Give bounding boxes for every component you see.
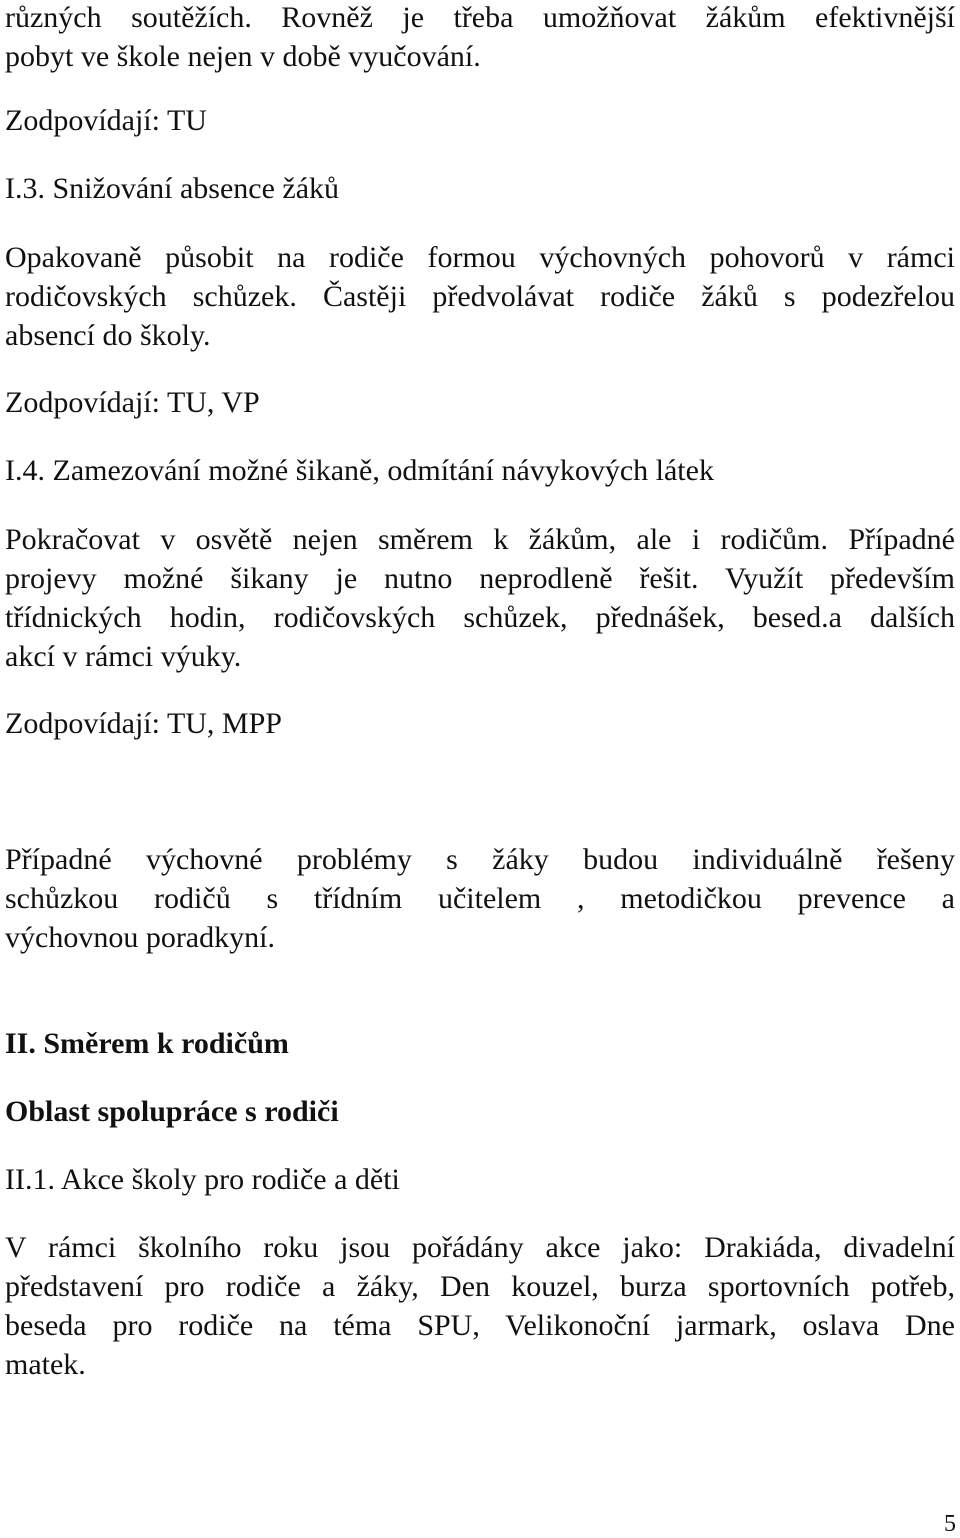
section-ii1-heading: II.1. Akce školy pro rodiče a děti <box>5 1163 400 1196</box>
section-ii1-line-3: beseda pro rodiče na téma SPU, Velikonoční jarmark, oslava Dne <box>5 1309 955 1342</box>
intro-line-2: pobyt ve škole nejen v době vyučování. <box>5 40 481 73</box>
problems-line-2: schůzkou rodičů s třídním učitelem , metodičkou prevence a <box>5 882 955 915</box>
intro-line-1: různých soutěžích. Rovněž je třeba umožňovat žákům efektivnější <box>5 1 955 34</box>
responsible-1: Zodpovídají: TU <box>5 104 207 137</box>
section-i3-line-1: Opakovaně působit na rodiče formou výchovných pohovorů v rámci <box>5 241 955 274</box>
section-i3-paragraph <box>5 240 955 357</box>
section-i4-line-2: projevy možné šikany je nutno neprodleně řešit. Využít především <box>5 562 955 595</box>
problems-line-3: výchovnou poradkyní. <box>5 921 275 954</box>
section-i3-heading: I.3. Snižování absence žáků <box>5 172 340 205</box>
problems-line-1: Případné výchovné problémy s žáky budou individuálně řešeny <box>5 843 955 876</box>
problems-paragraph <box>5 842 955 959</box>
section-ii1-line-2: představení pro rodiče a žáky, Den kouzel, burza sportovních potřeb, <box>5 1270 955 1303</box>
section-ii-heading: II. Směrem k rodičům <box>5 1027 289 1060</box>
section-i3-responsible: Zodpovídají: TU, VP <box>5 386 260 419</box>
section-i3-line-3: absencí do školy. <box>5 319 211 352</box>
section-i3-line-2: rodičovských schůzek. Častěji předvolávat rodiče žáků s podezřelou <box>5 280 955 313</box>
page-number: 5 <box>944 1511 956 1537</box>
section-i4-line-1: Pokračovat v osvětě nejen směrem k žákům, ale i rodičům. Případné <box>5 523 955 556</box>
section-i4-paragraph <box>5 522 955 678</box>
section-i4-responsible: Zodpovídají: TU, MPP <box>5 707 282 740</box>
section-ii1-line-4: matek. <box>5 1348 86 1381</box>
intro-paragraph <box>5 0 955 78</box>
section-i4-line-4: akcí v rámci výuky. <box>5 640 242 673</box>
section-ii1-line-1: V rámci školního roku jsou pořádány akce jako: Drakiáda, divadelní <box>5 1231 955 1264</box>
section-i4-heading: I.4. Zamezování možné šikaně, odmítání návykových látek <box>5 454 714 487</box>
section-ii1-paragraph <box>5 1230 955 1386</box>
section-ii-subheading: Oblast spolupráce s rodiči <box>5 1095 339 1128</box>
section-i4-line-3: třídnických hodin, rodičovských schůzek, přednášek, besed.a dalších <box>5 601 955 634</box>
